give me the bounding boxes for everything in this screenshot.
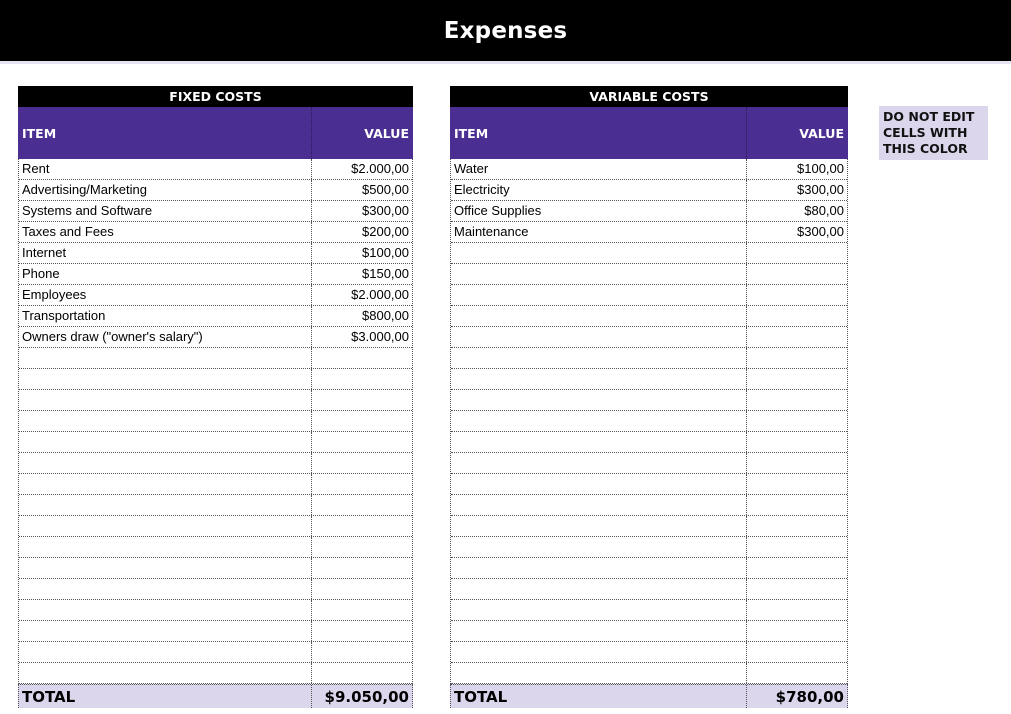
variable-value-cell[interactable]: $100,00	[797, 161, 844, 176]
variable-item-cell[interactable]	[451, 348, 747, 368]
variable-value-cell[interactable]	[747, 327, 847, 347]
fixed-item-cell[interactable]: Rent	[19, 159, 312, 179]
fixed-table-row	[19, 579, 412, 600]
variable-item-cell[interactable]	[451, 621, 747, 641]
fixed-table-row	[19, 516, 412, 537]
fixed-table-row	[19, 474, 412, 495]
fixed-costs-section-title: FIXED COSTS	[18, 86, 413, 107]
fixed-item-cell[interactable]: Employees	[19, 285, 312, 305]
variable-table-row	[451, 642, 847, 663]
fixed-item-cell[interactable]	[19, 432, 312, 452]
fixed-table-row	[19, 432, 412, 453]
fixed-table-row	[19, 369, 412, 390]
variable-value-cell[interactable]	[747, 306, 847, 326]
variable-table-row	[451, 474, 847, 495]
variable-costs-section-title: VARIABLE COSTS	[450, 86, 848, 107]
fixed-item-cell[interactable]	[19, 642, 312, 662]
variable-value-cell[interactable]: $300,00	[797, 224, 844, 239]
fixed-item-cell[interactable]: Taxes and Fees	[19, 222, 312, 242]
fixed-item-cell[interactable]	[19, 516, 312, 536]
variable-value-cell[interactable]	[747, 579, 847, 599]
variable-value-cell[interactable]	[747, 621, 847, 641]
variable-total-label[interactable]: TOTAL	[451, 685, 747, 708]
fixed-item-cell[interactable]	[19, 537, 312, 557]
variable-item-cell[interactable]	[451, 663, 747, 683]
fixed-item-cell[interactable]	[19, 411, 312, 431]
fixed-value-cell[interactable]	[312, 495, 412, 515]
fixed-table-row	[19, 537, 412, 558]
fixed-value-cell[interactable]: $150,00	[362, 266, 409, 281]
variable-item-cell[interactable]: Electricity	[451, 180, 747, 200]
fixed-item-cell[interactable]	[19, 579, 312, 599]
fixed-item-cell[interactable]	[19, 621, 312, 641]
variable-costs-total-row	[450, 684, 848, 708]
fixed-table-row	[19, 159, 412, 180]
fixed-value-cell[interactable]	[312, 474, 412, 494]
variable-table-row	[451, 264, 847, 285]
variable-table-row	[451, 390, 847, 411]
fixed-value-cell[interactable]	[312, 558, 412, 578]
fixed-value-cell[interactable]	[312, 432, 412, 452]
fixed-value-cell[interactable]	[312, 537, 412, 557]
fixed-costs-rows	[18, 159, 413, 684]
variable-costs-column-header	[450, 107, 848, 159]
fixed-value-cell[interactable]	[312, 579, 412, 599]
fixed-value-cell[interactable]	[312, 348, 412, 368]
variable-item-cell[interactable]: Water	[451, 159, 747, 179]
variable-table-row	[451, 327, 847, 348]
variable-value-cell[interactable]	[747, 390, 847, 410]
variable-table-row	[451, 201, 847, 222]
fixed-value-cell[interactable]: $2.000,00	[351, 161, 409, 176]
fixed-item-cell[interactable]	[19, 453, 312, 473]
variable-table-row	[451, 558, 847, 579]
variable-value-cell[interactable]	[747, 432, 847, 452]
page-title: Expenses	[0, 0, 1011, 61]
variable-item-cell[interactable]	[451, 411, 747, 431]
fixed-item-cell[interactable]: Transportation	[19, 306, 312, 326]
fixed-value-cell[interactable]: $3.000,00	[351, 329, 409, 344]
variable-value-cell[interactable]	[747, 264, 847, 284]
fixed-value-cell[interactable]: $200,00	[362, 224, 409, 239]
fixed-table-row	[19, 600, 412, 621]
variable-value-cell[interactable]: $80,00	[804, 203, 844, 218]
fixed-value-cell[interactable]	[312, 411, 412, 431]
fixed-table-row	[19, 558, 412, 579]
variable-table-row	[451, 243, 847, 264]
fixed-value-cell[interactable]	[312, 390, 412, 410]
fixed-item-cell[interactable]	[19, 600, 312, 620]
variable-value-cell[interactable]	[747, 642, 847, 662]
variable-value-cell[interactable]	[747, 537, 847, 557]
variable-item-cell[interactable]	[451, 432, 747, 452]
fixed-value-cell[interactable]	[312, 453, 412, 473]
fixed-value-cell[interactable]: $800,00	[362, 308, 409, 323]
variable-table-row	[451, 453, 847, 474]
fixed-value-cell[interactable]	[312, 621, 412, 641]
fixed-table-row	[19, 201, 412, 222]
variable-item-cell[interactable]	[451, 600, 747, 620]
variable-costs-table	[450, 86, 848, 708]
fixed-item-cell[interactable]	[19, 558, 312, 578]
fixed-value-cell[interactable]	[312, 600, 412, 620]
fixed-table-row	[19, 243, 412, 264]
fixed-value-cell[interactable]	[312, 369, 412, 389]
variable-value-cell[interactable]	[747, 348, 847, 368]
fixed-table-row	[19, 180, 412, 201]
variable-table-row	[451, 579, 847, 600]
fixed-costs-table	[18, 86, 413, 708]
variable-table-row	[451, 537, 847, 558]
variable-table-row	[451, 411, 847, 432]
fixed-table-row	[19, 222, 412, 243]
title-divider	[0, 61, 1011, 64]
variable-item-column-header[interactable]: ITEM	[450, 107, 747, 159]
variable-table-row	[451, 516, 847, 537]
variable-value-cell[interactable]	[747, 243, 847, 263]
variable-value-cell[interactable]	[747, 516, 847, 536]
do-not-edit-legend: DO NOT EDIT CELLS WITH THIS COLOR	[879, 106, 988, 160]
variable-value-cell[interactable]	[747, 411, 847, 431]
variable-table-row	[451, 222, 847, 243]
variable-item-cell[interactable]	[451, 642, 747, 662]
fixed-item-cell[interactable]	[19, 663, 312, 683]
variable-table-row	[451, 663, 847, 684]
fixed-table-row	[19, 411, 412, 432]
fixed-total-label[interactable]: TOTAL	[19, 685, 312, 708]
variable-item-cell[interactable]	[451, 264, 747, 284]
fixed-value-cell[interactable]	[312, 642, 412, 662]
variable-item-cell[interactable]	[451, 495, 747, 515]
fixed-item-cell[interactable]	[19, 495, 312, 515]
variable-value-cell[interactable]	[747, 474, 847, 494]
fixed-table-row	[19, 663, 412, 684]
variable-table-row	[451, 600, 847, 621]
variable-value-cell[interactable]	[747, 663, 847, 683]
variable-value-cell[interactable]: $300,00	[797, 182, 844, 197]
fixed-value-cell[interactable]: $300,00	[362, 203, 409, 218]
variable-value-cell[interactable]	[747, 285, 847, 305]
variable-item-cell[interactable]	[451, 369, 747, 389]
variable-item-cell[interactable]	[451, 516, 747, 536]
fixed-item-cell[interactable]: Systems and Software	[19, 201, 312, 221]
fixed-costs-column-header	[18, 107, 413, 159]
variable-value-cell[interactable]	[747, 558, 847, 578]
variable-table-row	[451, 348, 847, 369]
variable-item-cell[interactable]	[451, 558, 747, 578]
variable-value-cell[interactable]	[747, 369, 847, 389]
fixed-item-cell[interactable]	[19, 390, 312, 410]
fixed-value-cell[interactable]	[312, 663, 412, 683]
variable-item-cell[interactable]	[451, 453, 747, 473]
fixed-table-row	[19, 621, 412, 642]
variable-table-row	[451, 621, 847, 642]
fixed-table-row	[19, 264, 412, 285]
variable-table-row	[451, 495, 847, 516]
variable-item-cell[interactable]	[451, 474, 747, 494]
fixed-table-row	[19, 348, 412, 369]
fixed-table-row	[19, 285, 412, 306]
fixed-item-cell[interactable]	[19, 348, 312, 368]
fixed-table-row	[19, 306, 412, 327]
fixed-item-cell[interactable]	[19, 369, 312, 389]
variable-value-column-header[interactable]: VALUE	[799, 125, 844, 141]
fixed-value-cell[interactable]: $2.000,00	[351, 287, 409, 302]
fixed-table-row	[19, 390, 412, 411]
fixed-item-cell[interactable]: Internet	[19, 243, 312, 263]
variable-table-row	[451, 369, 847, 390]
fixed-item-cell[interactable]: Advertising/Marketing	[19, 180, 312, 200]
variable-value-cell[interactable]	[747, 453, 847, 473]
variable-table-row	[451, 306, 847, 327]
variable-table-row	[451, 159, 847, 180]
variable-item-cell[interactable]	[451, 285, 747, 305]
variable-item-cell[interactable]: Maintenance	[451, 222, 747, 242]
fixed-table-row	[19, 453, 412, 474]
fixed-table-row	[19, 327, 412, 348]
fixed-table-row	[19, 495, 412, 516]
variable-total-value[interactable]: $780,00	[775, 688, 844, 706]
variable-item-cell[interactable]	[451, 537, 747, 557]
variable-item-cell[interactable]	[451, 390, 747, 410]
variable-item-cell[interactable]	[451, 306, 747, 326]
fixed-value-cell[interactable]	[312, 516, 412, 536]
fixed-table-row	[19, 642, 412, 663]
variable-item-cell[interactable]	[451, 327, 747, 347]
variable-value-cell[interactable]	[747, 495, 847, 515]
variable-table-row	[451, 285, 847, 306]
variable-table-row	[451, 432, 847, 453]
variable-table-row	[451, 180, 847, 201]
variable-value-cell[interactable]	[747, 600, 847, 620]
fixed-costs-total-row	[18, 684, 413, 708]
fixed-item-cell[interactable]: Phone	[19, 264, 312, 284]
fixed-value-cell[interactable]: $500,00	[362, 182, 409, 197]
fixed-item-cell[interactable]	[19, 474, 312, 494]
fixed-item-cell[interactable]: Owners draw ("owner's salary")	[19, 327, 312, 347]
fixed-item-column-header[interactable]: ITEM	[18, 107, 312, 159]
variable-item-cell[interactable]	[451, 579, 747, 599]
fixed-value-cell[interactable]: $100,00	[362, 245, 409, 260]
fixed-total-value[interactable]: $9.050,00	[324, 688, 409, 706]
variable-item-cell[interactable]: Office Supplies	[451, 201, 747, 221]
variable-item-cell[interactable]	[451, 243, 747, 263]
variable-costs-rows	[450, 159, 848, 684]
fixed-value-column-header[interactable]: VALUE	[364, 125, 409, 141]
